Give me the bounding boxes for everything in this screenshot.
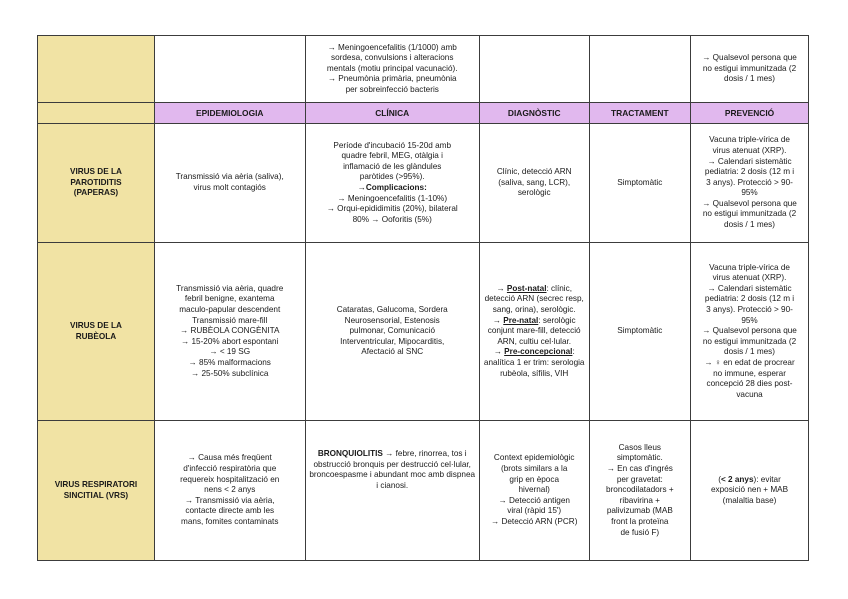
- table-row-continuation: [38, 36, 809, 103]
- virus-name-vrs: VIRUS RESPIRATORI SINCITIAL (VRS): [38, 421, 155, 561]
- parotiditis-epidemiologia: Transmissió via aèria (saliva), virus molt contagiós: [154, 124, 305, 243]
- virus-table: [37, 35, 809, 561]
- header-diagnostic: DIAGNÒSTIC: [479, 103, 589, 124]
- diagnostic-cell-empty: [479, 36, 589, 103]
- virus-cell-empty: [38, 36, 155, 103]
- rubeola-prevencio: Vacuna triple-vírica de virus atenuat (XRP). → Calendari sistemàtic pediatria: 2 dosis (12 m i 3 anys). Protecció > 90- 95% → Qualsevol persona que no estigui immunitzada (2 dosis / 1 mes) → ♀ en edat de procrear no immune, esperar concepció 28 dies post- vacuna: [691, 243, 809, 421]
- rubeola-diagnostic: [479, 243, 589, 421]
- rubeola-epidemiologia: Transmissió via aèria, quadre febril benigne, exantema maculo-papular descendent Transmissió mare-fill → RUBÈOLA CONGÈNITA → 15-20% abort espontani → < 19 SG → 85% malformacions → 25-50% subclínica: [154, 243, 305, 421]
- virus-name-rubeola: VIRUS DE LA RUBÈOLA: [38, 243, 155, 421]
- table-row-parotiditis: [38, 124, 809, 243]
- parotiditis-diagnostic: Clínic, detecció ARN (saliva, sang, LCR), serològic: [479, 124, 589, 243]
- vrs-prevencio: (< 2 anys): evitar exposició nen + MAB (malaltia base): [691, 421, 809, 561]
- parotiditis-tractament: Simptomàtic: [589, 124, 691, 243]
- rubeola-clinica: Cataratas, Galucoma, Sordera Neurosensorial, Estenosis pulmonar, Comunicació Interventricular, Mipocarditis, Afectació al SNC: [305, 243, 479, 421]
- bronquiolitis-label: BRONQUIOLITIS: [317, 449, 383, 458]
- epidemiologia-cell-empty: [154, 36, 305, 103]
- vrs-diagnostic: Context epidemiològic (brots similars a la grip en època hivernal) → Detecció antigen viral (ràpid 15') → Detecció ARN (PCR): [479, 421, 589, 561]
- virus-name-parotiditis: VIRUS DE LA PAROTIDITIS (PAPERAS): [38, 124, 155, 243]
- header-epidemiologia: EPIDEMIOLOGIA: [154, 103, 305, 124]
- tractament-cell-empty: [589, 36, 691, 103]
- complicacions-label: →Complicacions:: [357, 183, 427, 192]
- table-row-rubeola: [38, 243, 809, 421]
- vrs-tractament: Casos lleus simptomàtic. → En cas d'ingrés per gravetat: broncodilatadors + ribavirina + palivizumab (MAB front la proteïna de fusió F): [589, 421, 691, 561]
- prevencio-cell-continuation: → Qualsevol persona que no estigui immunitzada (2 dosis / 1 mes): [691, 36, 809, 103]
- header-blank: [38, 103, 155, 124]
- parotiditis-clinica: Període d'incubació 15-20d amb quadre febril, MEG, otàlgia i inflamació de les glàndules paròtides (>95%). →Complicacions: → Meningoencefalitis (1-10%) → Orqui-epididimitis (20%), bilateral 80% → Ooforitis (5%): [305, 124, 479, 243]
- vrs-epidemiologia: → Causa més freqüent d'infecció respiratòria que requereix hospitalització en nens < 2 anys → Transmissió via aèria, contacte directe amb les mans, fomites contaminats: [154, 421, 305, 561]
- diag-preconcepcional: → Pre-concepcional: analítica 1 er trim: serologia rubèola, sífilis, VIH: [483, 347, 585, 378]
- diag-postnatal: → Post-natal: clínic, detecció ARN (secrec resp, sang, orina), serològic.: [484, 283, 584, 315]
- clinica-cell-continuation: → Meningoencefalitis (1/1000) amb sordesa, convulsions i alteracions mentals (motiu principal vacunació). → Pneumònia primària, pneumònia per sobreinfecció bacteris: [305, 36, 479, 103]
- parotiditis-prevencio: Vacuna triple-vírica de virus atenuat (XRP). → Calendari sistemàtic pediatria: 2 dosis (12 m i 3 anys). Protecció > 90- 95% → Qualsevol persona que no estigui immunitzada (2 dosis / 1 mes): [691, 124, 809, 243]
- header-prevencio: PREVENCIÓ: [691, 103, 809, 124]
- vrs-clinica: BRONQUIOLITIS → febre, rinorrea, tos i obstrucció bronquis per destrucció cel·lular, broncoespasme i abundant moc amb dispnea i cianosi.: [305, 421, 479, 561]
- rubeola-tractament: Simptomàtic: [589, 243, 691, 421]
- table-row-vrs: [38, 421, 809, 561]
- diag-prenatal: → Pre-natal: serològic conjunt mare-fill, detecció ARN, cultiu cel·lular.: [487, 315, 581, 346]
- header-tractament: TRACTAMENT: [589, 103, 691, 124]
- table-header-row: [38, 103, 809, 124]
- header-clinica: CLÍNICA: [305, 103, 479, 124]
